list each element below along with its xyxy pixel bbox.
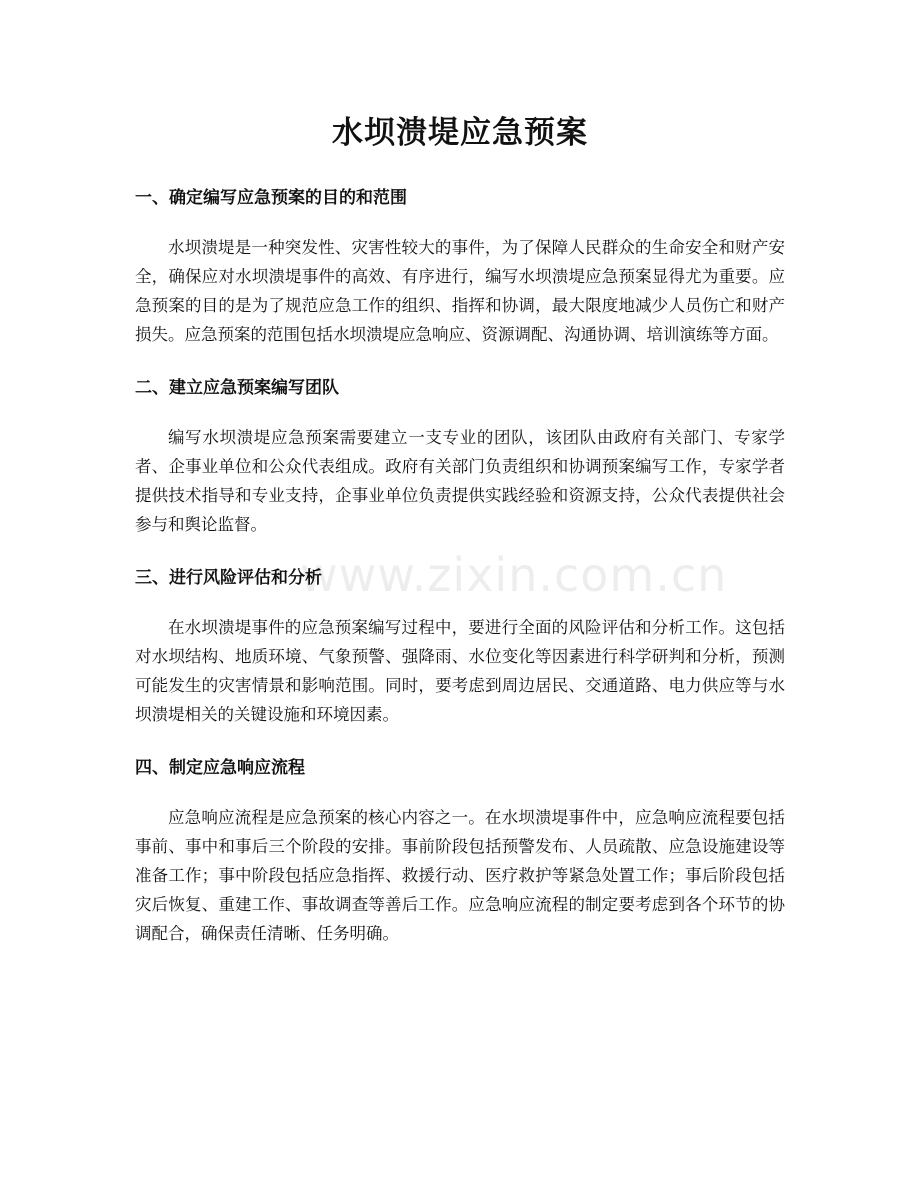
section-heading: 二、建立应急预案编写团队 (135, 378, 339, 398)
section-heading: 四、制定应急响应流程 (135, 758, 305, 778)
section-risk-assessment (135, 566, 785, 729)
section-paragraph: 编写水坝溃堤应急预案需要建立一支专业的团队，该团队由政府有关部门、专家学者、企事业单位和公众代表组成。政府有关部门负责组织和协调预案编写工作，专家学者提供技术指导和专业支持，企事业单位负责提供实践经验和资源支持，公众代表提供社会参与和舆论监督。 (135, 428, 785, 534)
section-purpose-scope (135, 186, 785, 349)
section-paragraph: 在水坝溃堤事件的应急预案编写过程中，要进行全面的风险评估和分析工作。这包括对水坝结构、地质环境、气象预警、强降雨、水位变化等因素进行科学研判和分析，预测可能发生的灾害情景和影响范围。同时，要考虑到周边居民、交通道路、电力供应等与水坝溃堤相关的关键设施和环境因素。 (135, 618, 785, 724)
watermark-text: www.zixin.com.cn (300, 548, 728, 602)
section-paragraph: 应急响应流程是应急预案的核心内容之一。在水坝溃堤事件中，应急响应流程要包括事前、事中和事后三个阶段的安排。事前阶段包括预警发布、人员疏散、应急设施建设等准备工作；事中阶段包括应急指挥、救援行动、医疗救护等紧急处置工作；事后阶段包括灾后恢复、重建工作、事故调查等善后工作。应急响应流程的制定要考虑到各个环节的协调配合，确保责任清晰、任务明确。 (135, 808, 785, 943)
section-paragraph: 水坝溃堤是一种突发性、灾害性较大的事件，为了保障人民群众的生命安全和财产安全，确保应对水坝溃堤事件的高效、有序进行，编写水坝溃堤应急预案显得尤为重要。应急预案的目的是为了规范应急工作的组织、指挥和协调，最大限度地减少人员伤亡和财产损失。应急预案的范围包括水坝溃堤应急响应、资源调配、沟通协调、培训演练等方面。 (135, 238, 785, 344)
document-title: 水坝溃堤应急预案 (332, 115, 588, 151)
section-heading: 三、进行风险评估和分析 (135, 568, 322, 588)
section-response-process (135, 756, 785, 948)
section-team (135, 376, 785, 539)
section-heading: 一、确定编写应急预案的目的和范围 (135, 188, 407, 208)
